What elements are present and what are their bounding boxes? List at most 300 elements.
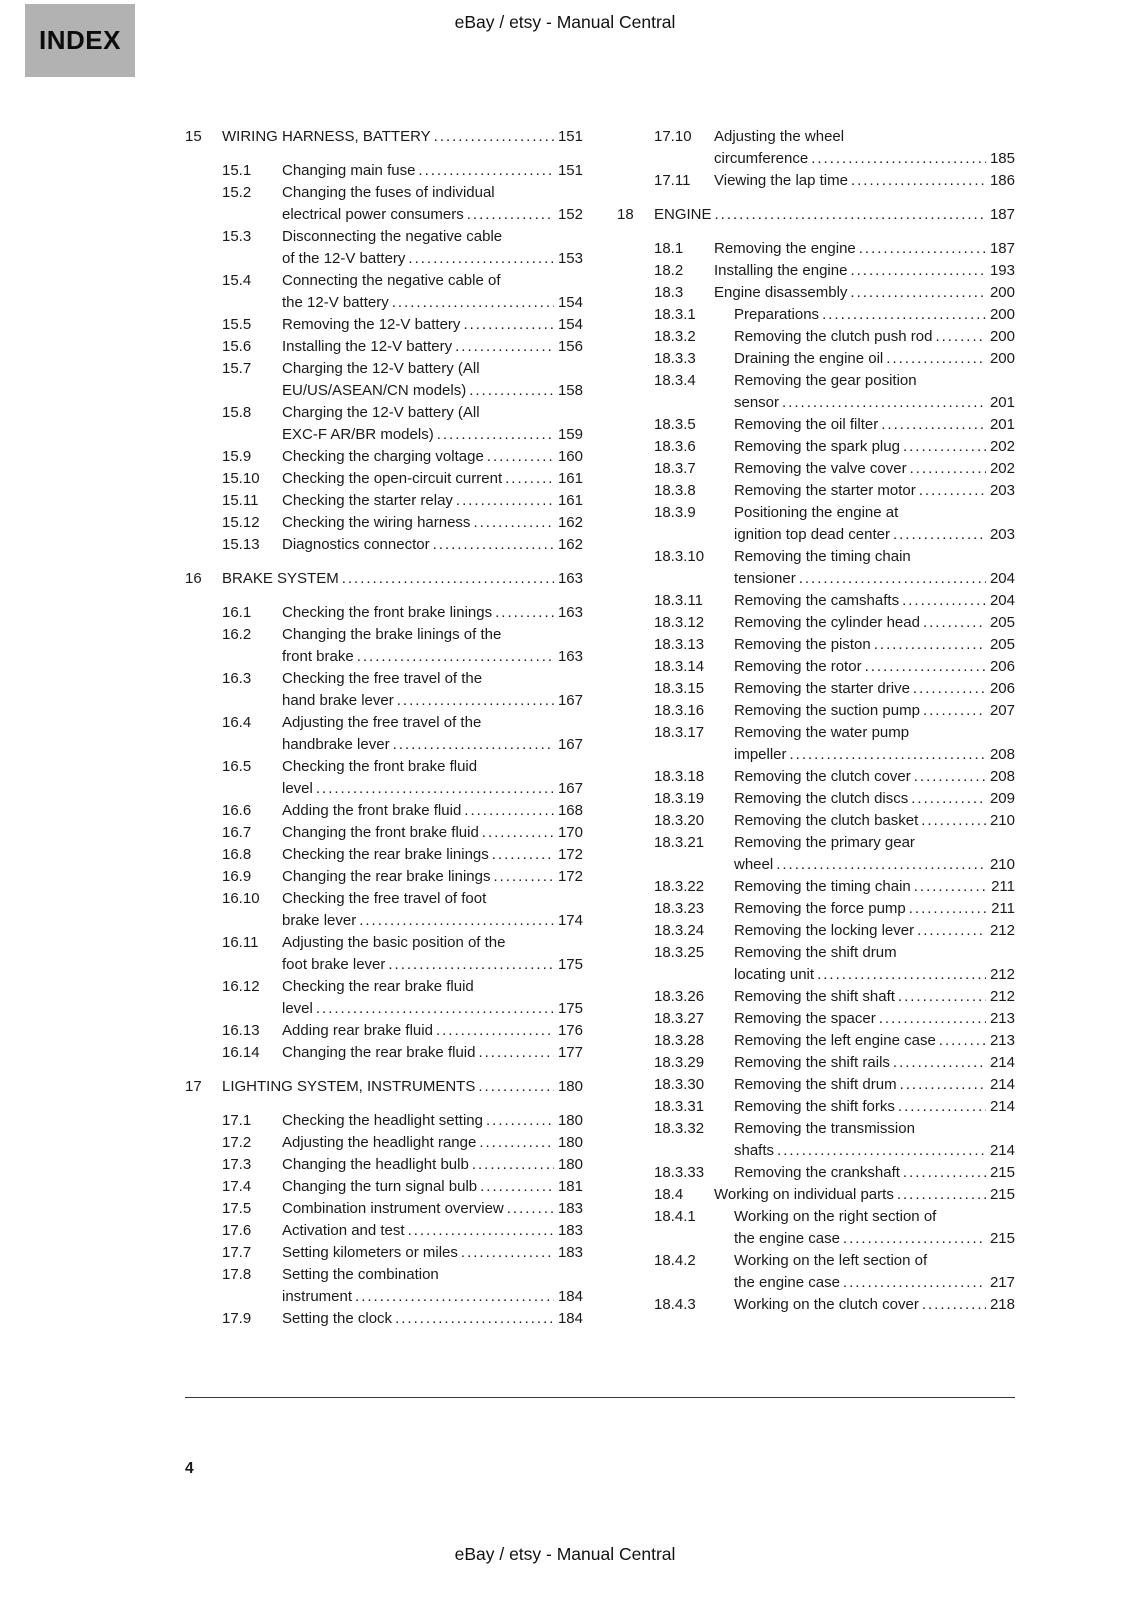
entry-page-number: 208 [989, 746, 1015, 763]
entry-number: 18.3.28 [654, 1032, 705, 1049]
entry-body [734, 1162, 1015, 1184]
toc-entry [617, 546, 1015, 590]
entry-number: 15.13 [222, 536, 260, 553]
entry-last-line [282, 292, 583, 314]
entry-last-line [734, 348, 1015, 370]
entry-number: 18.4 [654, 1186, 684, 1203]
entry-page-number: 170 [557, 824, 583, 841]
dot-leader [469, 380, 554, 402]
entry-page-number: 201 [989, 416, 1015, 433]
entry-page-number: 162 [557, 536, 583, 553]
entry-title-line: Disconnecting the negative cable [282, 228, 503, 245]
entry-body [282, 358, 583, 402]
entry-title-line: Working on individual parts [714, 1186, 894, 1203]
entry-number: 18.3.27 [654, 1010, 705, 1027]
entry-last-line [734, 326, 1015, 348]
dot-leader [799, 568, 986, 590]
toc-entry [185, 446, 583, 468]
entry-title-line: brake lever [282, 912, 357, 929]
entry-title-line: circumference [714, 150, 809, 167]
entry-number: 17.7 [222, 1244, 252, 1261]
entry-number: 15.1 [222, 162, 252, 179]
dot-leader [715, 204, 986, 226]
entry-title-line: Removing the shift drum [734, 944, 897, 961]
dot-leader [910, 458, 986, 480]
entry-page-number: 206 [989, 658, 1015, 675]
entry-title-line: Removing the primary gear [734, 834, 915, 851]
entry-number: 15 [185, 128, 202, 145]
entry-body [734, 326, 1015, 348]
entry-last-line [734, 1140, 1015, 1162]
toc-entry [185, 270, 583, 314]
entry-number: 18.3.20 [654, 812, 705, 829]
entry-title-line: Removing the clutch push rod [734, 328, 933, 345]
entry-number: 15.7 [222, 360, 252, 377]
dot-leader [493, 866, 554, 888]
entry-title-line: Charging the 12-V battery (All [282, 404, 480, 421]
entry-body [282, 270, 583, 314]
dot-leader [357, 646, 554, 668]
entry-body [734, 370, 1015, 414]
dot-leader [902, 590, 986, 612]
toc-entry [617, 502, 1015, 546]
entry-body [282, 822, 583, 844]
toc-entry [185, 226, 583, 270]
toc-entry [185, 534, 583, 556]
dot-leader [479, 1132, 554, 1154]
entry-page-number: 215 [989, 1164, 1015, 1181]
entry-body [282, 314, 583, 336]
entry-number: 15.4 [222, 272, 252, 289]
entry-last-line [734, 1074, 1015, 1096]
dot-leader [482, 822, 554, 844]
entry-page-number: 172 [557, 846, 583, 863]
dot-leader [874, 634, 986, 656]
toc-chapter-entry [185, 126, 583, 148]
entry-body [734, 634, 1015, 656]
toc-entry [185, 1154, 583, 1176]
entry-body [282, 1176, 583, 1198]
entry-page-number: 214 [989, 1076, 1015, 1093]
page-number: 4 [185, 1460, 194, 1477]
dot-leader [922, 1294, 986, 1316]
entry-body [282, 490, 583, 512]
entry-page-number: 183 [557, 1244, 583, 1261]
entry-title-line: Removing the clutch cover [734, 768, 911, 785]
entry-number: 18.3.30 [654, 1076, 705, 1093]
entry-page-number: 167 [557, 736, 583, 753]
entry-page-number: 158 [557, 382, 583, 399]
entry-number: 18.3.9 [654, 504, 696, 521]
entry-title-line: Removing the gear position [734, 372, 917, 389]
entry-number: 17 [185, 1078, 202, 1095]
entry-last-line [714, 1184, 1015, 1206]
toc-entry [617, 942, 1015, 986]
entry-number: 18.3.16 [654, 702, 705, 719]
entry-page-number: 180 [557, 1134, 583, 1151]
entry-number: 15.11 [222, 492, 259, 509]
entry-last-line [734, 1030, 1015, 1052]
entry-title-line: Preparations [734, 306, 820, 323]
entry-last-line [282, 1286, 583, 1308]
entry-page-number: 204 [989, 592, 1015, 609]
entry-title-line: Setting kilometers or miles [282, 1244, 458, 1261]
footer-title: eBay / etsy - Manual Central [454, 1544, 676, 1564]
entry-title-line: Changing the turn signal bulb [282, 1178, 478, 1195]
entry-number: 16.11 [222, 934, 259, 951]
entry-title-line: Checking the free travel of foot [282, 890, 487, 907]
entry-title-line: Viewing the lap time [714, 172, 848, 189]
toc-entry [185, 490, 583, 512]
entry-number: 16.10 [222, 890, 260, 907]
entry-number: 17.2 [222, 1134, 252, 1151]
toc-entry [617, 170, 1015, 192]
entry-page-number: 172 [557, 868, 583, 885]
entry-last-line [282, 160, 583, 182]
entry-title-line: Working on the left section of [734, 1252, 928, 1269]
entry-page-number: 205 [989, 636, 1015, 653]
index-label: INDEX [39, 25, 121, 55]
entry-last-line [282, 336, 583, 358]
entry-page-number: 163 [557, 604, 583, 621]
dot-leader [919, 480, 986, 502]
entry-body [734, 480, 1015, 502]
entry-last-line [282, 1110, 583, 1132]
entry-number: 16.7 [222, 824, 252, 841]
entry-body [282, 1110, 583, 1132]
entry-page-number: 210 [989, 812, 1015, 829]
entry-body [734, 1294, 1015, 1316]
entry-page-number: 201 [989, 394, 1015, 411]
entry-last-line [734, 788, 1015, 810]
dot-leader [776, 854, 986, 876]
entry-body [222, 126, 583, 148]
entry-body [282, 446, 583, 468]
entry-number: 15.8 [222, 404, 252, 421]
entry-last-line [734, 414, 1015, 436]
entry-number: 18.2 [654, 262, 684, 279]
entry-page-number: 215 [989, 1230, 1015, 1247]
entry-last-line [734, 1052, 1015, 1074]
toc-entry [617, 1206, 1015, 1250]
dot-leader [461, 1242, 554, 1264]
entry-last-line [282, 424, 583, 446]
entry-body [714, 170, 1015, 192]
entry-body [734, 414, 1015, 436]
dot-leader [487, 446, 554, 468]
entry-last-line [282, 468, 583, 490]
entry-body [282, 534, 583, 556]
dot-leader [900, 1074, 986, 1096]
entry-title-line: Removing the transmission [734, 1120, 915, 1137]
entry-title-line: Adding rear brake fluid [282, 1022, 433, 1039]
entry-body [734, 678, 1015, 700]
toc-entry [617, 1184, 1015, 1206]
entry-title-line: tensioner [734, 570, 796, 587]
dot-leader [433, 534, 554, 556]
dot-leader [886, 348, 986, 370]
entry-body [282, 888, 583, 932]
dot-leader [914, 876, 986, 898]
entry-page-number: 152 [557, 206, 583, 223]
entry-last-line [734, 810, 1015, 832]
toc-entry [617, 260, 1015, 282]
entry-title-line: Checking the rear brake linings [282, 846, 489, 863]
entry-title-line: sensor [734, 394, 780, 411]
entry-number: 18.3.10 [654, 548, 705, 565]
dot-leader [881, 414, 986, 436]
toc-entry [617, 590, 1015, 612]
entry-body [734, 304, 1015, 326]
entry-title-line: Removing the piston [734, 636, 871, 653]
entry-number: 17.11 [654, 172, 691, 189]
dot-leader [817, 964, 986, 986]
entry-number: 16.14 [222, 1044, 260, 1061]
dot-leader [456, 490, 554, 512]
dot-leader [455, 336, 554, 358]
entry-number: 16.9 [222, 868, 252, 885]
entry-page-number: 180 [557, 1078, 583, 1095]
entry-title-line: level [282, 780, 313, 797]
entry-title-line: Removing the valve cover [734, 460, 907, 477]
entry-page-number: 213 [989, 1032, 1015, 1049]
entry-page-number: 214 [989, 1054, 1015, 1071]
entry-body [282, 226, 583, 270]
entry-page-number: 207 [989, 702, 1015, 719]
entry-body [734, 1074, 1015, 1096]
entry-page-number: 159 [557, 426, 583, 443]
entry-title-line: shafts [734, 1142, 775, 1159]
entry-last-line [654, 204, 1015, 226]
entry-page-number: 175 [557, 956, 583, 973]
entry-title-line: Removing the engine [714, 240, 856, 257]
entry-number: 18.3.2 [654, 328, 696, 345]
entry-last-line [282, 954, 583, 976]
entry-title-line: Removing the 12-V battery [282, 316, 461, 333]
toc-entry [185, 624, 583, 668]
entry-last-line [282, 822, 583, 844]
entry-number: 18.4.1 [654, 1208, 696, 1225]
entry-title-line: Checking the wiring harness [282, 514, 471, 531]
dot-leader [359, 910, 554, 932]
entry-title-line: BRAKE SYSTEM [222, 570, 339, 587]
entry-last-line [734, 1096, 1015, 1118]
toc-entry [185, 468, 583, 490]
entry-number: 17.6 [222, 1222, 252, 1239]
entry-last-line [282, 380, 583, 402]
dot-leader [395, 1308, 554, 1330]
dot-leader [478, 1042, 554, 1064]
entry-body [714, 126, 1015, 170]
dot-leader [355, 1286, 554, 1308]
entry-page-number: 183 [557, 1200, 583, 1217]
entry-last-line [222, 568, 583, 590]
entry-last-line [282, 1154, 583, 1176]
entry-body [734, 876, 1015, 898]
entry-title-line: Removing the left engine case [734, 1032, 936, 1049]
entry-page-number: 162 [557, 514, 583, 531]
toc-entry [617, 1074, 1015, 1096]
entry-body [734, 436, 1015, 458]
entry-page-number: 180 [557, 1112, 583, 1129]
entry-number: 18.3.32 [654, 1120, 705, 1137]
entry-title-line: Charging the 12-V battery (All [282, 360, 480, 377]
entry-title-line: EXC-F AR/BR models) [282, 426, 434, 443]
dot-leader [777, 1140, 986, 1162]
entry-title-line: hand brake lever [282, 692, 394, 709]
toc-entry [185, 888, 583, 932]
entry-title-line: Connecting the negative cable of [282, 272, 501, 289]
entry-number: 18.3.31 [654, 1098, 705, 1115]
entry-number: 18.3.19 [654, 790, 705, 807]
entry-page-number: 160 [557, 448, 583, 465]
entry-number: 18 [617, 206, 634, 223]
dot-leader [437, 424, 554, 446]
entry-number: 18.3.22 [654, 878, 705, 895]
dot-leader [903, 1162, 986, 1184]
entry-title-line: Adjusting the wheel [714, 128, 845, 145]
entry-page-number: 163 [557, 570, 583, 587]
entry-last-line [734, 766, 1015, 788]
toc-entry [185, 712, 583, 756]
entry-last-line [282, 446, 583, 468]
entry-page-number: 187 [989, 240, 1015, 257]
entry-page-number: 184 [557, 1310, 583, 1327]
entry-title-line: Removing the shift rails [734, 1054, 890, 1071]
entry-body [282, 182, 583, 226]
entry-number: 18.3.33 [654, 1164, 705, 1181]
entry-body [734, 546, 1015, 590]
entry-page-number: 214 [989, 1142, 1015, 1159]
entry-title-line: locating unit [734, 966, 815, 983]
entry-body [222, 1076, 583, 1098]
entry-body [282, 1242, 583, 1264]
entry-number: 18.3.17 [654, 724, 705, 741]
entry-title-line: level [282, 1000, 313, 1017]
toc-entry [617, 370, 1015, 414]
entry-page-number: 154 [557, 294, 583, 311]
entry-title-line: Checking the charging voltage [282, 448, 484, 465]
toc-entry [185, 602, 583, 624]
entry-title-line: handbrake lever [282, 736, 390, 753]
entry-title-line: Removing the oil filter [734, 416, 879, 433]
toc-entry [185, 1042, 583, 1064]
entry-title-line: Removing the locking lever [734, 922, 915, 939]
entry-number: 18.3.21 [654, 834, 705, 851]
entry-body [714, 238, 1015, 260]
entry-number: 16.2 [222, 626, 252, 643]
toc-chapter-entry [185, 568, 583, 590]
dot-leader [505, 468, 554, 490]
entry-page-number: 153 [557, 250, 583, 267]
entry-title-line: Checking the headlight setting [282, 1112, 483, 1129]
entry-body [282, 1220, 583, 1242]
entry-last-line [734, 656, 1015, 678]
entry-last-line [734, 568, 1015, 590]
entry-number: 18.3.25 [654, 944, 705, 961]
dot-leader [923, 700, 986, 722]
toc-entry [617, 414, 1015, 436]
entry-body [282, 668, 583, 712]
entry-title-line: Removing the clutch discs [734, 790, 909, 807]
entry-page-number: 151 [557, 128, 583, 145]
entry-body [282, 976, 583, 1020]
entry-page-number: 217 [989, 1274, 1015, 1291]
entry-number: 16.4 [222, 714, 252, 731]
toc-entry [185, 182, 583, 226]
dot-leader [436, 1020, 554, 1042]
entry-page-number: 209 [989, 790, 1015, 807]
toc-entry [617, 326, 1015, 348]
toc-entry [185, 512, 583, 534]
dot-leader [917, 920, 986, 942]
entry-title-line: front brake [282, 648, 354, 665]
entry-last-line [734, 920, 1015, 942]
entry-number: 15.10 [222, 470, 260, 487]
entry-last-line [282, 646, 583, 668]
entry-page-number: 167 [557, 780, 583, 797]
entry-title-line: Removing the timing chain [734, 878, 911, 895]
dot-leader [434, 126, 554, 148]
entry-title-line: Setting the clock [282, 1310, 393, 1327]
entry-body [714, 1184, 1015, 1206]
entry-title-line: Removing the shift drum [734, 1076, 897, 1093]
entry-last-line [282, 1198, 583, 1220]
toc-entry [617, 1096, 1015, 1118]
entry-last-line [734, 304, 1015, 326]
toc-entry [185, 1242, 583, 1264]
entry-title-line: Adding the front brake fluid [282, 802, 462, 819]
entry-body [282, 512, 583, 534]
toc-entry [617, 348, 1015, 370]
dot-leader [939, 1030, 986, 1052]
entry-body [714, 260, 1015, 282]
entry-page-number: 200 [989, 328, 1015, 345]
entry-body [734, 348, 1015, 370]
entry-body [734, 1030, 1015, 1052]
dot-leader [464, 800, 554, 822]
entry-last-line [734, 1228, 1015, 1250]
entry-last-line [734, 436, 1015, 458]
entry-body [654, 204, 1015, 226]
toc-entry [185, 1220, 583, 1242]
toc-entry [185, 402, 583, 446]
toc-entry [617, 678, 1015, 700]
toc-column-left [185, 126, 583, 1330]
entry-page-number: 177 [557, 1044, 583, 1061]
entry-page-number: 206 [989, 680, 1015, 697]
entry-number: 16.13 [222, 1022, 260, 1039]
entry-page-number: 181 [557, 1178, 583, 1195]
entry-body [282, 1264, 583, 1308]
entry-last-line [734, 854, 1015, 876]
entry-page-number: 176 [557, 1022, 583, 1039]
entry-title-line: WIRING HARNESS, BATTERY [222, 128, 431, 145]
entry-page-number: 156 [557, 338, 583, 355]
entry-title-line: Removing the starter drive [734, 680, 910, 697]
entry-last-line [282, 734, 583, 756]
entry-body [282, 1198, 583, 1220]
entry-number: 16 [185, 570, 202, 587]
dot-leader [782, 392, 986, 414]
entry-number: 18.3.4 [654, 372, 696, 389]
entry-number: 18.3.29 [654, 1054, 705, 1071]
entry-title-line: Changing the brake linings of the [282, 626, 502, 643]
dot-leader [472, 1154, 554, 1176]
entry-last-line [282, 490, 583, 512]
entry-last-line [734, 678, 1015, 700]
entry-last-line [282, 204, 583, 226]
